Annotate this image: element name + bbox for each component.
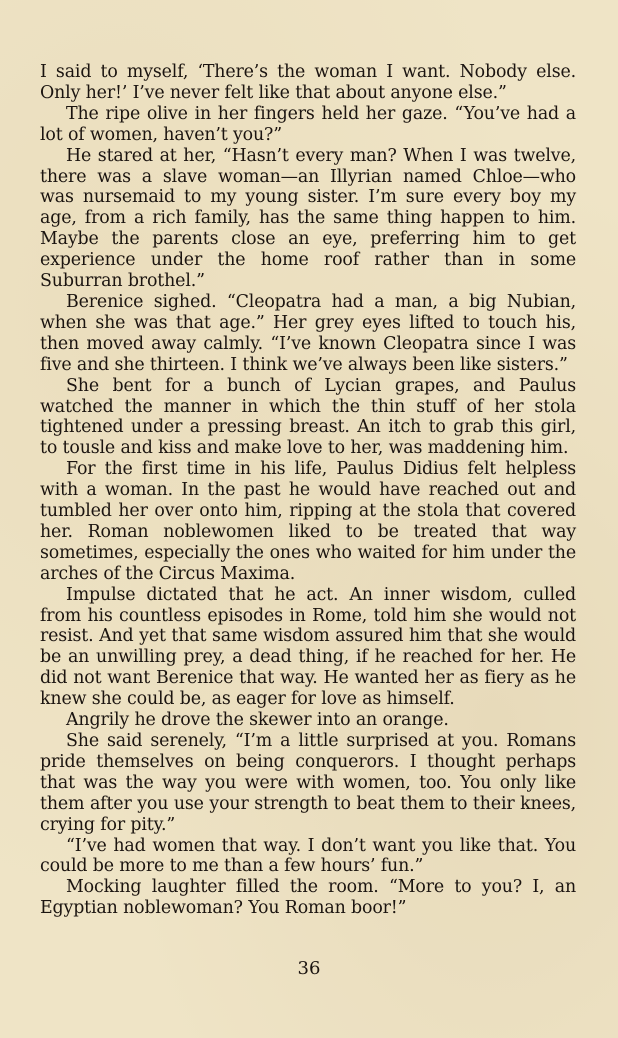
page-body: [40, 62, 576, 919]
page-number: 36: [297, 958, 321, 979]
paragraph-2: The ripe olive in her fingers held her gaze. “You’ve had a lot of women, haven’t you?”: [40, 103, 576, 145]
paragraph-8: Angrily he drove the skewer into an orange.: [66, 710, 449, 731]
paragraph-1: I said to myself, ‘There’s the woman I want. Nobody else. Only her!’ I’ve never felt like that about anyone else.”: [40, 62, 576, 103]
paragraph-11: Mocking laughter filled the room. “More to you? I, an Egyptian noblewoman? You Roman boor!”: [40, 877, 576, 919]
paragraph-4: Berenice sighed. “Cleopatra had a man, a big Nubian, when she was that age.” Her grey eyes lifted to touch his, then moved away calmly. “I’ve known Cleopatra since I was five and she thirteen. I think we’ve always been like sisters.”: [40, 291, 576, 375]
paragraph-3: He stared at her, “Hasn’t every man? When I was twelve, there was a slave woman—an Illyrian named Chloe—who was nursemaid to my young sister. I’m sure every boy my age, from a rich family, has the same thing happen to him. Maybe the parents close an eye, preferring him to get experience under the home roof rather than in some Suburran brothel.”: [40, 145, 576, 292]
paragraph-9: She said serenely, “I’m a little surprised at you. Romans pride themselves on being conquerors. I thought perhaps that was the way you were with women, too. You only like them after you use your strength to beat them to their knees, crying for pity.”: [40, 731, 576, 835]
paragraph-5: She bent for a bunch of Lycian grapes, and Paulus watched the manner in which the thin stuff of her stola tightened under a pressing breast. An itch to grab this girl, to tousle and kiss and make love to her, was maddening him.: [40, 375, 576, 459]
paragraph-7: Impulse dictated that he act. An inner wisdom, culled from his countless episodes in Rome, told him she would not resist. And yet that same wisdom assured him that she would be an unwilling prey, a dead thing, if he reached for her. He did not want Berenice that way. He wanted her as fiery as he knew she could be, as eager for love as himself.: [40, 584, 576, 710]
paragraph-6: For the first time in his life, Paulus Didius felt helpless with a woman. In the past he would have reached out and tumbled her over onto him, ripping at the stola that covered her. Roman noblewomen liked to be treated that way sometimes, especially the ones who waited for him under the arches of the Circus Maxima.: [40, 459, 576, 584]
paragraph-10: “I’ve had women that way. I don’t want you like that. You could be more to me than a few hours’ fun.”: [40, 835, 576, 877]
